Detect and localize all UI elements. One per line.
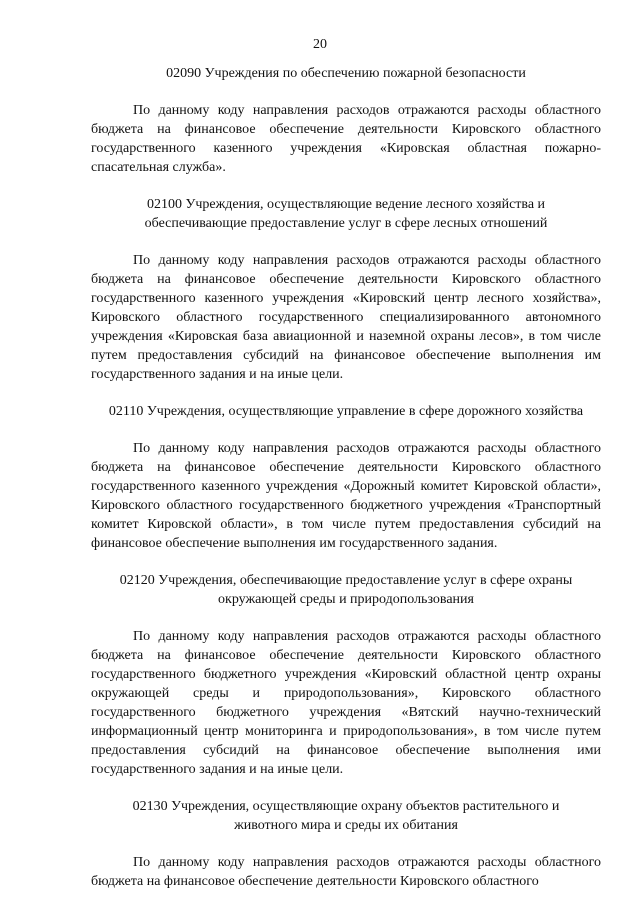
section-heading: 02120 Учреждения, обеспечивающие предоставление услуг в сфере охраны окружающей среды и природопользования [119,573,573,607]
section-heading: 02110 Учреждения, осуществляющие управление в сфере дорожного хозяйства [108,404,584,419]
section-heading: 02100 Учреждения, осуществляющие ведение лесного хозяйства и обеспечивающие предоставление услуг в сфере лесных отношений [144,197,548,231]
section-02100 [91,195,601,402]
page-number: 20 [313,37,327,52]
section-paragraph: По данному коду направления расходов отражаются расходы областного бюджета на финансовое обеспечение деятельности Кировского областного государственного бюджетного учреждения «Кировский областной центр охраны окружающей среды и природопользования», Кировского областного государственного бюджетного учреждения «Вятский научно-технический информационный центр мониторинга и природопользования», в том числе путем предоставления субсидий на финансовое обеспечение выполнения ими государственного задания и на иные цели. [91,629,601,777]
document-body [91,64,601,891]
section-paragraph: По данному коду направления расходов отражаются расходы областного бюджета на финансовое обеспечение деятельности Кировского областного государственного казенного учреждения «Кировский центр лесного хозяйства», Кировского областного государственного специализированного автономного учреждения «Кировская база авиационной и наземной охраны лесов», в том числе путем предоставления субсидий на финансовое обеспечение выполнения им государственного задания и на иные цели. [91,253,601,382]
section-heading: 02090 Учреждения по обеспечению пожарной безопасности [166,66,526,81]
section-02090 [91,64,601,195]
section-paragraph: По данному коду направления расходов отражаются расходы областного бюджета на финансовое обеспечение деятельности Кировского областного [91,855,601,889]
section-paragraph: По данному коду направления расходов отражаются расходы областного бюджета на финансовое обеспечение деятельности Кировского областного государственного казенного учреждения «Кировская областная пожарно-спасательная служба». [91,103,601,175]
section-heading: 02130 Учреждения, осуществляющие охрану объектов растительного и животного мира и среды их обитания [132,799,560,833]
section-02120 [91,571,601,797]
section-02110 [91,402,601,571]
section-paragraph: По данному коду направления расходов отражаются расходы областного бюджета на финансовое обеспечение деятельности Кировского областного государственного казенного учреждения «Дорожный комитет Кировской области», Кировского областного государственного бюджетного учреждения «Транспортный комитет Кировской области», в том числе путем предоставления субсидий на финансовое обеспечение выполнения им государственного задания. [91,441,601,551]
section-02130 [91,797,601,891]
